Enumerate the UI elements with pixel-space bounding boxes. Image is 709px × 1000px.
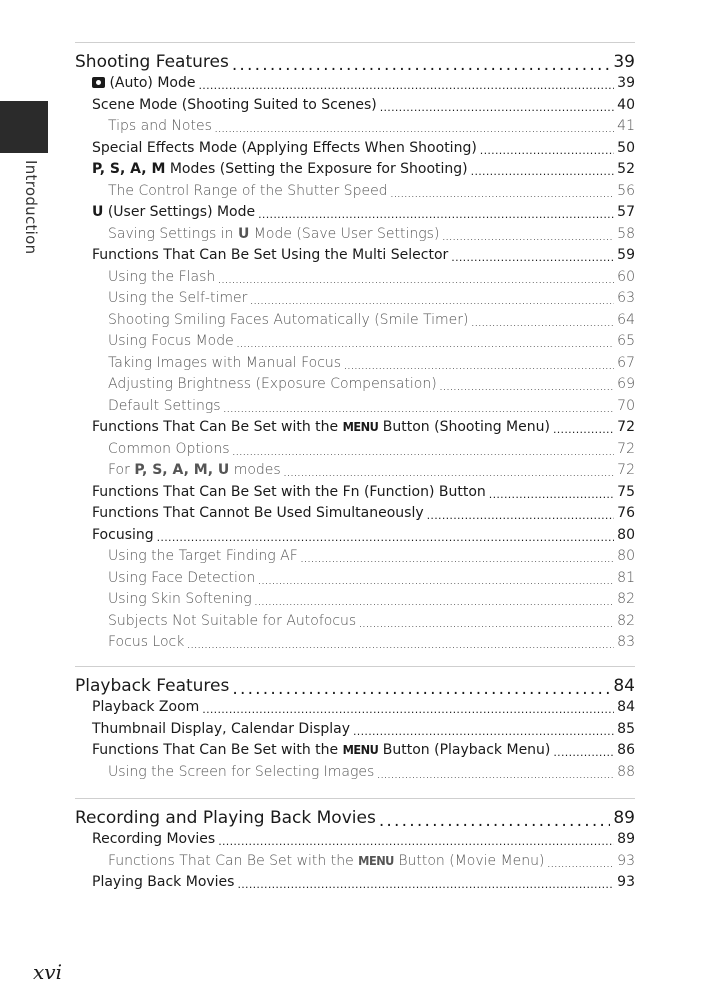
toc-section-title: Shooting Features xyxy=(75,52,229,72)
toc-entry[interactable] xyxy=(75,204,635,220)
toc-page-number: 83 xyxy=(617,634,635,650)
toc-page-number: 50 xyxy=(617,139,635,156)
toc-subentry[interactable] xyxy=(75,333,635,349)
toc-entry-text: Taking Images with Manual Focus xyxy=(108,354,342,371)
dot-leader xyxy=(255,593,615,607)
toc-entry-text: Using the Self-timer xyxy=(108,290,248,306)
section-divider xyxy=(75,798,635,799)
toc-page-number: 84 xyxy=(613,676,635,696)
toc-entry-text: Using the Screen for Selecting Images xyxy=(108,763,375,780)
toc-entry-title xyxy=(108,853,544,869)
mode-symbols: P, S, A, M xyxy=(92,161,166,177)
toc-section-heading[interactable] xyxy=(75,808,635,828)
toc-entry-title xyxy=(108,183,388,199)
dot-leader xyxy=(353,723,614,737)
dot-leader xyxy=(553,744,614,758)
toc-entry[interactable] xyxy=(75,484,635,500)
toc-page-number: 58 xyxy=(617,225,635,242)
toc-entry-title xyxy=(92,742,550,758)
dot-leader xyxy=(224,400,615,414)
toc-entry-title xyxy=(108,290,247,306)
toc-entry-title xyxy=(108,548,298,564)
toc-entry-title xyxy=(108,355,341,371)
toc-entry[interactable] xyxy=(75,527,635,543)
toc-page-number: 64 xyxy=(617,311,635,328)
toc-subentry[interactable] xyxy=(75,226,635,242)
toc-entry-text: Functions That Can Be Set Using the Multi Selector xyxy=(92,247,449,263)
toc-entry[interactable] xyxy=(75,247,635,263)
toc-entry-title xyxy=(92,97,377,113)
dot-leader xyxy=(472,314,615,328)
dot-leader xyxy=(489,486,614,500)
toc-page-number: 93 xyxy=(617,852,635,869)
toc-entry-title xyxy=(92,419,550,435)
toc-entry[interactable] xyxy=(75,831,635,847)
toc-entry-text: Modes (Setting the Exposure for Shooting) xyxy=(165,161,468,177)
toc-page-number: 70 xyxy=(617,397,635,414)
toc-entry-title xyxy=(108,333,234,349)
toc-entry-text: Playing Back Movies xyxy=(92,874,235,890)
toc-page-number: 80 xyxy=(617,526,635,543)
toc-entry-text: Button (Playback Menu) xyxy=(378,742,551,758)
toc-subentry[interactable] xyxy=(75,764,635,780)
toc-subentry[interactable] xyxy=(75,312,635,328)
dot-leader xyxy=(202,701,614,715)
toc-entry[interactable] xyxy=(75,140,635,156)
dot-leader xyxy=(440,378,614,392)
toc-entry-title xyxy=(108,462,281,478)
toc-page-number: 75 xyxy=(617,483,635,500)
section-divider xyxy=(75,42,635,43)
dot-leader xyxy=(442,228,614,242)
toc-entry-text: Shooting Smiling Faces Automatically (Smile Timer) xyxy=(108,311,469,328)
dot-leader xyxy=(379,811,611,828)
mode-symbols: P, S, A, M, U xyxy=(134,462,230,478)
dot-leader xyxy=(237,876,614,890)
toc-subentry[interactable] xyxy=(75,290,635,306)
toc-entry-title xyxy=(92,247,448,263)
toc-entry-title xyxy=(92,527,154,543)
toc-entry-text: Subjects Not Suitable for Autofocus xyxy=(108,612,357,629)
dot-leader xyxy=(233,443,615,457)
toc-page-number: 72 xyxy=(617,440,635,457)
toc-entry[interactable] xyxy=(75,161,635,177)
dot-leader xyxy=(258,206,614,220)
chapter-tab-marker xyxy=(0,101,48,153)
toc-entry-text: Saving Settings in xyxy=(108,225,238,242)
chapter-tab-label: Introduction xyxy=(22,160,40,255)
toc-page-number: 93 xyxy=(617,874,635,890)
toc-page-number: 40 xyxy=(617,96,635,113)
dot-leader xyxy=(391,185,615,199)
toc-page-number: 85 xyxy=(617,720,635,737)
toc-entry-text: Using the Target Finding AF xyxy=(108,548,298,564)
toc-entry-text: Thumbnail Display, Calendar Display xyxy=(92,720,351,737)
toc-entry[interactable] xyxy=(75,874,635,890)
toc-entry-text: Default Settings xyxy=(108,397,221,414)
toc-entry[interactable] xyxy=(75,75,635,91)
toc-entry[interactable] xyxy=(75,721,635,737)
toc-page-number: 82 xyxy=(617,591,635,607)
toc-page-number: 72 xyxy=(617,462,635,478)
toc-entry-title xyxy=(92,874,234,890)
toc-entry-text: Tips and Notes xyxy=(108,118,212,134)
toc-entry-text: Playback Zoom xyxy=(92,699,200,715)
dot-leader xyxy=(471,163,615,177)
toc-subentry[interactable] xyxy=(75,355,635,371)
toc-entry-text: Button (Movie Menu) xyxy=(393,852,545,869)
dot-leader xyxy=(232,55,611,72)
dot-leader xyxy=(377,766,614,780)
toc-section-heading[interactable] xyxy=(75,52,635,72)
toc-entry-title xyxy=(108,441,230,457)
camera-auto-icon xyxy=(92,77,105,88)
toc-entry-text: Using the Flash xyxy=(108,268,216,285)
toc-entry-title xyxy=(108,591,252,607)
toc-entry-title xyxy=(108,312,469,328)
toc-page-number: 80 xyxy=(617,548,635,564)
toc-entry-text: modes xyxy=(229,462,281,478)
dot-leader xyxy=(215,120,614,134)
toc-entry-title xyxy=(108,376,437,392)
toc-page-number: 57 xyxy=(617,204,635,220)
dot-leader xyxy=(451,249,614,263)
dot-leader xyxy=(553,421,614,435)
page-number: xvi xyxy=(33,960,62,984)
toc-page-number: 72 xyxy=(617,419,635,435)
toc-page-number: 84 xyxy=(617,699,635,715)
toc-entry-title xyxy=(92,161,468,177)
toc-entry-text: (Auto) Mode xyxy=(105,75,196,91)
toc-entry-text: Special Effects Mode (Applying Effects When Shooting) xyxy=(92,139,477,156)
toc-subentry[interactable] xyxy=(75,269,635,285)
menu-button-symbol: MENU xyxy=(342,419,379,434)
toc-page-number: 63 xyxy=(617,290,635,306)
toc-entry-title xyxy=(108,764,374,780)
toc-entry-title xyxy=(92,75,195,91)
dot-leader xyxy=(284,464,614,478)
dot-leader xyxy=(258,572,614,586)
toc-entry-title xyxy=(92,505,424,521)
toc-entry-text: Mode (Save User Settings) xyxy=(249,225,440,242)
toc-entry-title xyxy=(92,484,486,500)
dot-leader xyxy=(218,271,614,285)
toc-page-number: 65 xyxy=(617,333,635,349)
toc-page-number: 69 xyxy=(617,376,635,392)
toc-entry[interactable] xyxy=(75,505,635,521)
dot-leader xyxy=(232,679,610,696)
toc-entry-title xyxy=(92,140,477,156)
dot-leader xyxy=(250,292,614,306)
toc-page-number: 86 xyxy=(617,742,635,758)
toc-page-number: 89 xyxy=(613,808,635,828)
dot-leader xyxy=(218,833,614,847)
toc-section-heading[interactable] xyxy=(75,676,635,696)
toc-entry-text: Functions That Can Be Set with the xyxy=(92,742,343,758)
toc-page-number: 60 xyxy=(617,268,635,285)
toc-page-number: 67 xyxy=(617,354,635,371)
toc-subentry[interactable] xyxy=(75,376,635,392)
toc-entry[interactable] xyxy=(75,699,635,715)
toc-subentry[interactable] xyxy=(75,613,635,629)
toc-entry[interactable] xyxy=(75,419,635,435)
toc-entry-text: Button (Shooting Menu) xyxy=(378,419,550,435)
toc-entry-title xyxy=(108,570,255,586)
dot-leader xyxy=(198,77,614,91)
section-divider xyxy=(75,666,635,667)
toc-subentry[interactable] xyxy=(75,398,635,414)
toc-subentry[interactable] xyxy=(75,570,635,586)
dot-leader xyxy=(547,855,614,869)
toc-entry-text: Adjusting Brightness (Exposure Compensation) xyxy=(108,376,437,392)
toc-page-number: 56 xyxy=(617,182,635,199)
toc-entry-title xyxy=(92,831,215,847)
toc-page-number: 39 xyxy=(617,75,635,91)
toc-entry-text: Scene Mode (Shooting Suited to Scenes) xyxy=(92,96,377,113)
dot-leader xyxy=(427,507,615,521)
dot-leader xyxy=(380,99,614,113)
toc-subentry[interactable] xyxy=(75,183,635,199)
toc-entry-text: Functions That Cannot Be Used Simultaneously xyxy=(92,505,424,521)
toc-entry-text: Functions That Can Be Set with the xyxy=(92,419,343,435)
dot-leader xyxy=(480,142,614,156)
toc-entry-title xyxy=(108,634,184,650)
toc-entry-text: The Control Range of the Shutter Speed xyxy=(108,182,388,199)
dot-leader xyxy=(344,357,614,371)
toc-entry-text: Using Face Detection xyxy=(108,569,256,586)
toc-subentry[interactable] xyxy=(75,853,635,869)
toc-entry-text: Functions That Can Be Set with the Fn (Function) Button xyxy=(92,483,486,500)
toc-section-title: Recording and Playing Back Movies xyxy=(75,808,376,828)
toc-page-number: 81 xyxy=(617,569,635,586)
toc-entry-text: Recording Movies xyxy=(92,831,216,847)
menu-button-symbol: MENU xyxy=(358,852,394,868)
toc-subentry[interactable] xyxy=(75,118,635,134)
toc-subentry[interactable] xyxy=(75,441,635,457)
mode-symbols: U xyxy=(237,225,250,242)
toc-subentry[interactable] xyxy=(75,634,635,650)
toc-entry-text: Focus Lock xyxy=(108,634,185,650)
toc-page-number: 41 xyxy=(617,118,635,134)
toc-entry-text: For xyxy=(108,462,135,478)
dot-leader xyxy=(237,335,614,349)
toc-entry-title xyxy=(108,613,356,629)
mode-symbols: U xyxy=(92,204,104,220)
toc-page-number: 89 xyxy=(617,831,635,847)
toc-entry-title xyxy=(108,118,212,134)
dot-leader xyxy=(157,529,615,543)
toc-page-number: 76 xyxy=(617,505,635,521)
toc-page-number: 39 xyxy=(613,52,635,72)
toc-section-title: Playback Features xyxy=(75,676,230,696)
dot-leader xyxy=(301,550,614,564)
toc-page-number: 88 xyxy=(617,763,635,780)
toc-entry-title xyxy=(108,398,221,414)
toc-subentry[interactable] xyxy=(75,548,635,564)
toc-entry-title xyxy=(92,204,255,220)
toc-entry-title xyxy=(92,721,350,737)
toc-entry[interactable] xyxy=(75,97,635,113)
toc-entry[interactable] xyxy=(75,742,635,758)
toc-subentry[interactable] xyxy=(75,591,635,607)
toc-page-number: 82 xyxy=(617,612,635,629)
toc-entry-text: Using Focus Mode xyxy=(108,333,234,349)
toc-entry-title xyxy=(108,226,439,242)
toc-entry-text: Focusing xyxy=(92,526,154,543)
toc-entry-text: (User Settings) Mode xyxy=(103,204,256,220)
toc-subentry[interactable] xyxy=(75,462,635,478)
dot-leader xyxy=(359,615,614,629)
toc-entry-title xyxy=(92,699,199,715)
toc-page-number: 52 xyxy=(617,161,635,177)
toc-entry-text: Using Skin Softening xyxy=(108,591,252,607)
dot-leader xyxy=(187,636,614,650)
menu-button-symbol: MENU xyxy=(342,742,379,757)
toc-page-number: 59 xyxy=(617,247,635,263)
toc-entry-text: Functions That Can Be Set with the xyxy=(108,852,359,869)
toc-entry-text: Common Options xyxy=(108,440,230,457)
toc-entry-title xyxy=(108,269,215,285)
